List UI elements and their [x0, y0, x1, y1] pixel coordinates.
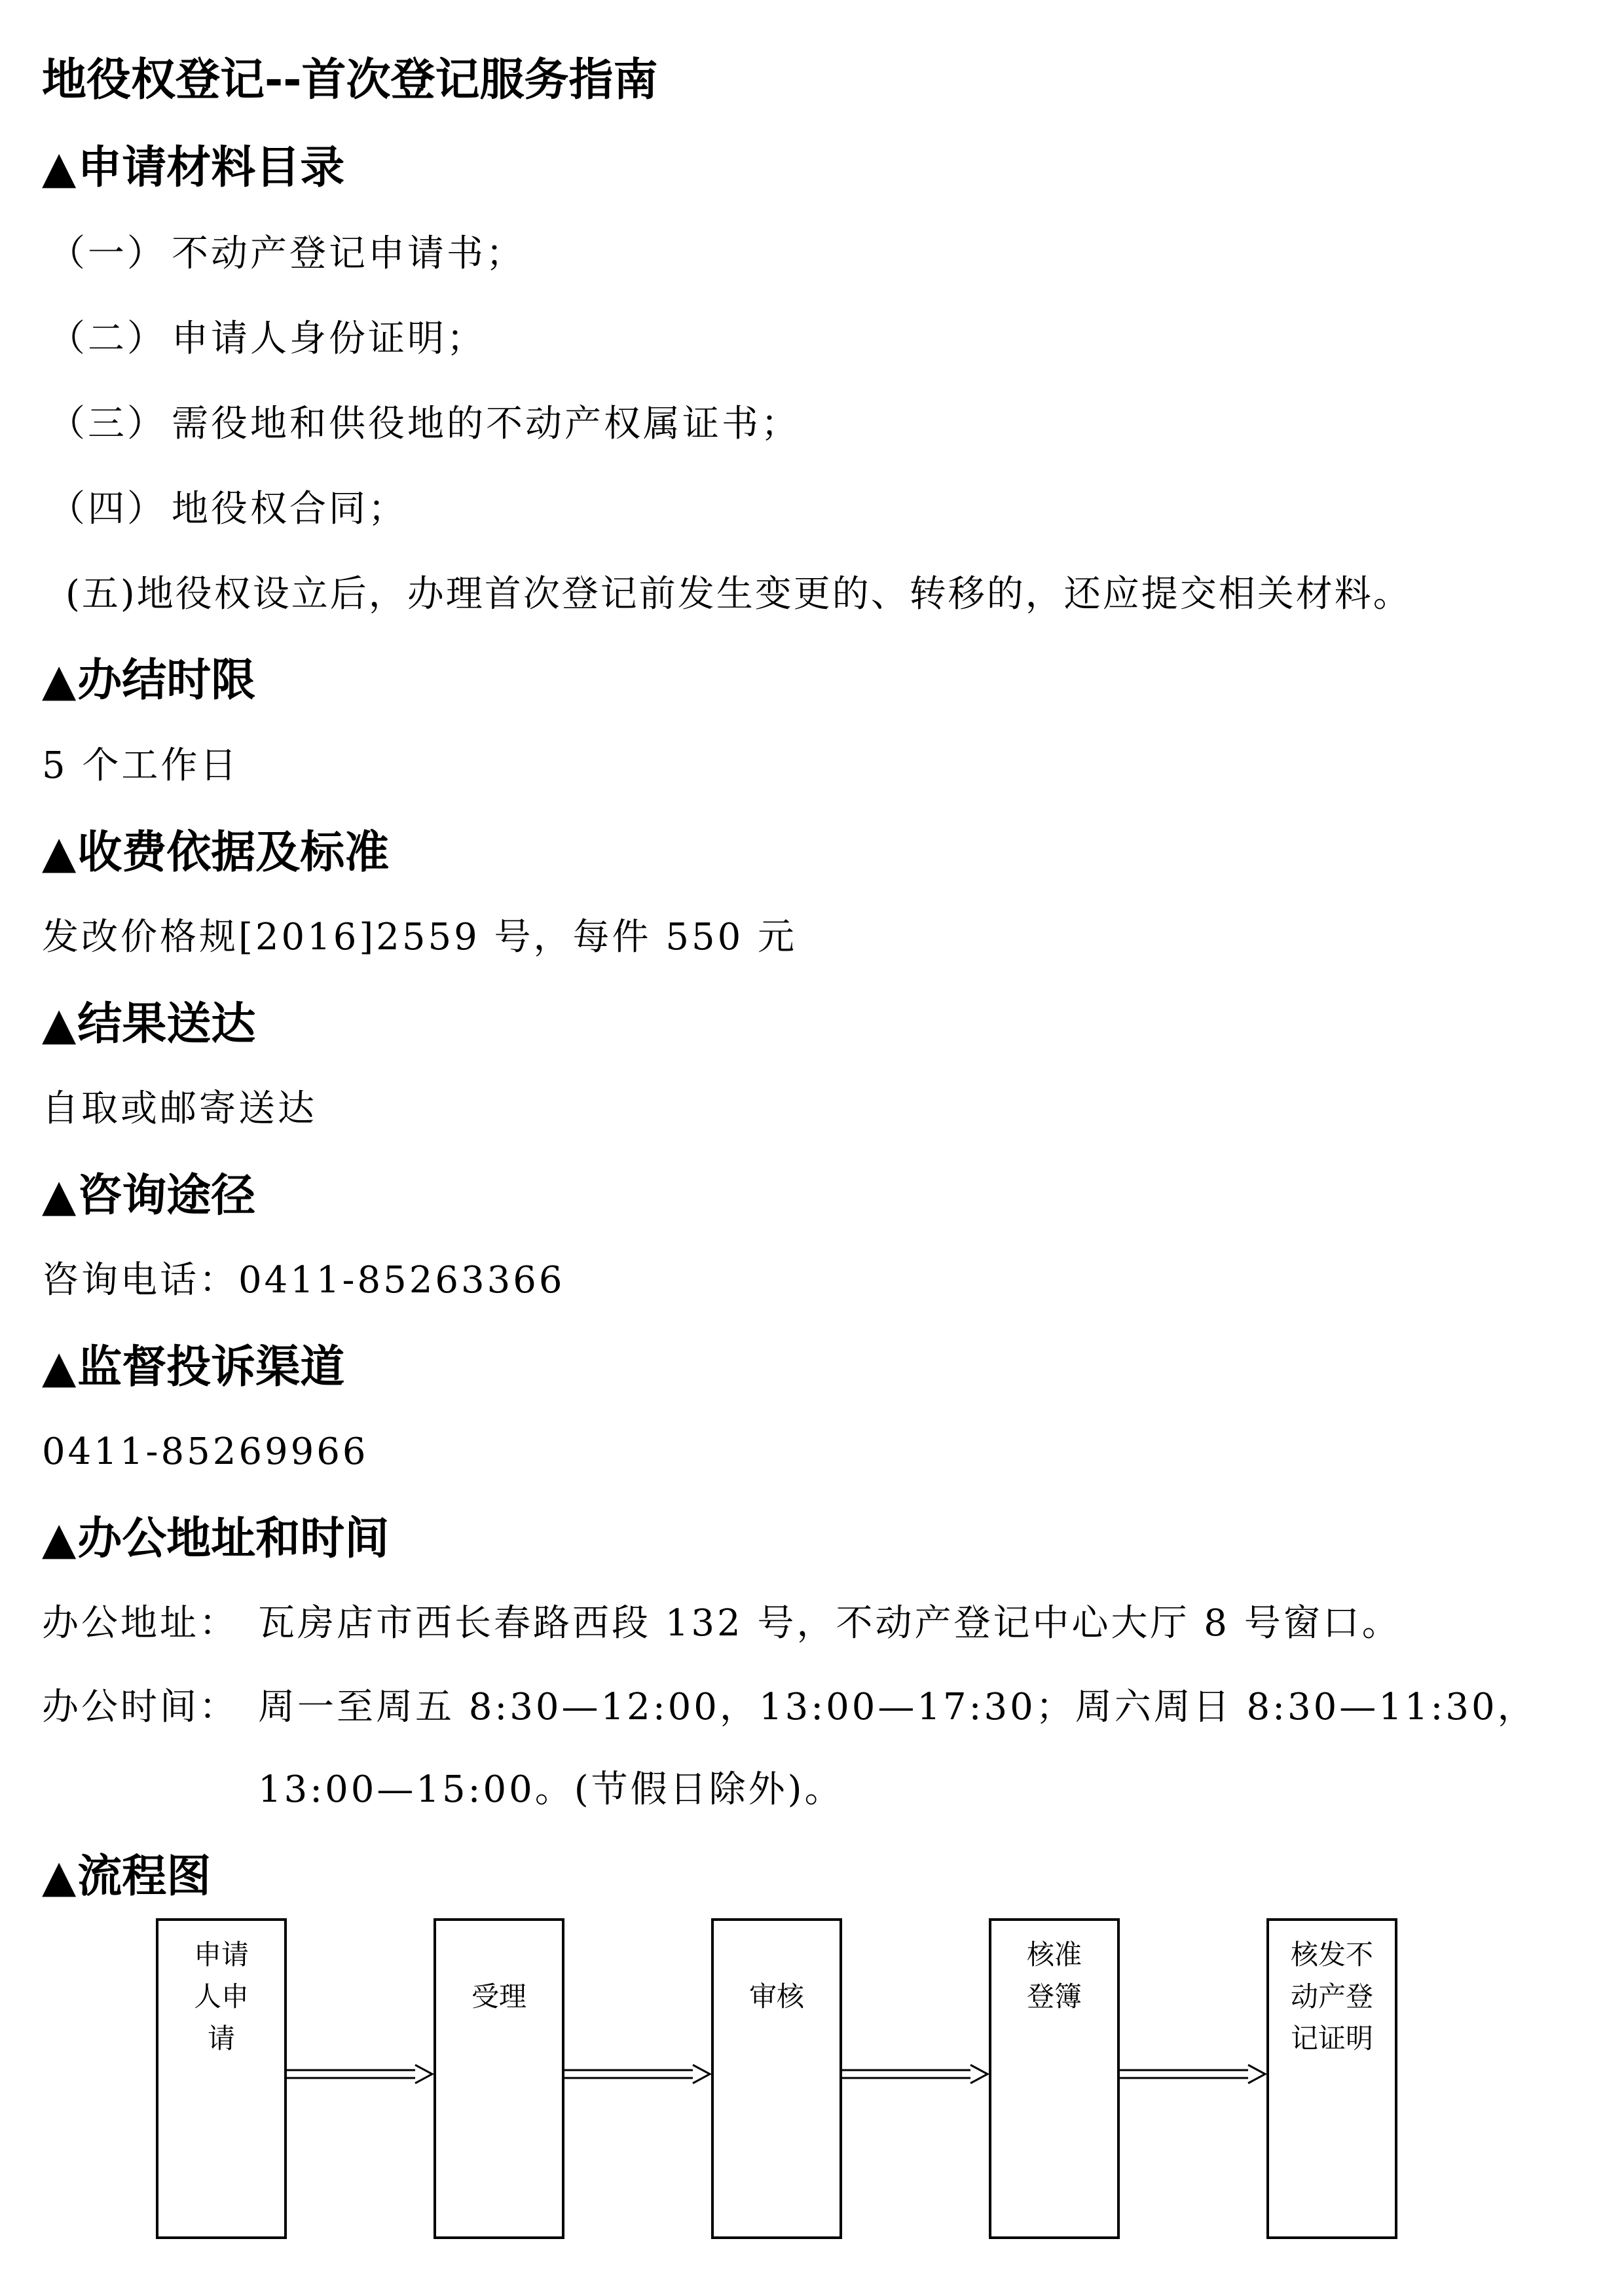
- item-text: 申请人身份证明；: [172, 318, 486, 360]
- delivery-text: 自取或邮寄送达: [42, 1087, 317, 1130]
- fees-text: 发改价格规[2016]2559 号，每件 550 元: [42, 916, 798, 958]
- office-hours-row: [42, 1681, 1537, 1734]
- item-number: （三）: [48, 403, 166, 445]
- section-heading-flow: [42, 1848, 211, 1906]
- triangle-bullet-icon: ▲: [42, 1170, 77, 1222]
- item-text: 地役权设立后，办理首次登记前发生变更的、转移的，还应提交相关材料。: [136, 573, 1412, 615]
- material-item-1: [48, 228, 525, 280]
- material-item-3: [48, 398, 800, 450]
- consult-phone-text: 咨询电话：0411-85263366: [42, 1259, 565, 1302]
- office-hours-value-line1: 周一至周五 8:30—12:00，13:00—17:30；周六周日 8:30—11:30，: [258, 1686, 1537, 1728]
- section-heading-materials: [42, 139, 344, 198]
- flow-arrow-4: [1120, 2061, 1266, 2087]
- flow-arrow-1: [287, 2061, 434, 2087]
- heading-text: 办公地址和时间: [77, 1513, 390, 1565]
- flow-step-issue-certificate: [1266, 1918, 1397, 2239]
- flow-arrow-2: [564, 2061, 711, 2087]
- triangle-bullet-icon: ▲: [42, 1341, 77, 1393]
- flow-step-review: [711, 1918, 842, 2239]
- flow-step-label: 审核: [748, 1980, 804, 2013]
- item-text: 地役权合同；: [172, 488, 407, 530]
- flow-step-label: 受理: [471, 1980, 526, 2013]
- item-number: (五): [65, 573, 137, 615]
- material-item-5: [65, 568, 1412, 621]
- flow-step-label: 申请人申请: [193, 1939, 249, 2054]
- section-heading-time-limit: [42, 651, 255, 710]
- triangle-bullet-icon: ▲: [42, 142, 77, 194]
- section-heading-office: [42, 1510, 389, 1569]
- material-item-2: [48, 313, 486, 365]
- item-number: （四）: [48, 488, 166, 530]
- flow-step-label: 核发不动产登记证明: [1290, 1939, 1373, 2054]
- section-heading-complaint: [42, 1338, 344, 1397]
- flow-arrow-3: [842, 2061, 989, 2087]
- heading-text: 咨询途径: [77, 1170, 256, 1222]
- flow-step-accept: [434, 1918, 564, 2239]
- time-limit-text: 5 个工作日: [42, 744, 240, 787]
- heading-text: 申请材料目录: [77, 142, 345, 194]
- section-heading-consult: [42, 1167, 255, 1226]
- office-hours-value-line2: 13:00—15:00。(节假日除外)。: [258, 1768, 844, 1811]
- office-address-row: [42, 1597, 1401, 1650]
- flow-step-label: 核准登簿: [1026, 1939, 1082, 2013]
- flow-step-apply: [156, 1918, 287, 2239]
- office-address-value: 瓦房店市西长春路西段 132 号，不动产登记中心大厅 8 号窗口。: [258, 1602, 1401, 1645]
- triangle-bullet-icon: ▲: [42, 827, 77, 879]
- heading-text: 收费依据及标准: [77, 827, 390, 879]
- complaint-phone-text: 0411-85269966: [42, 1430, 369, 1473]
- office-hours-label: 办公时间：: [42, 1686, 238, 1728]
- flow-step-approve-register: [989, 1918, 1120, 2239]
- flowchart: [0, 1918, 1624, 2259]
- heading-text: 流程图: [77, 1851, 212, 1903]
- triangle-bullet-icon: ▲: [42, 1851, 77, 1903]
- item-text: 需役地和供役地的不动产权属证书；: [172, 403, 800, 445]
- section-heading-fees: [42, 824, 389, 883]
- triangle-bullet-icon: ▲: [42, 998, 77, 1050]
- material-item-4: [48, 483, 407, 536]
- triangle-bullet-icon: ▲: [42, 1513, 77, 1565]
- triangle-bullet-icon: ▲: [42, 655, 77, 706]
- item-text: 不动产登记申请书；: [172, 232, 525, 275]
- heading-text: 结果送达: [77, 998, 256, 1050]
- heading-text: 办结时限: [77, 655, 256, 706]
- heading-text: 监督投诉渠道: [77, 1341, 345, 1393]
- item-number: （二）: [48, 318, 166, 360]
- section-heading-delivery: [42, 995, 255, 1054]
- office-address-label: 办公地址：: [42, 1602, 238, 1645]
- page-title: 地役权登记--首次登记服务指南: [42, 54, 658, 106]
- item-number: （一）: [48, 232, 166, 275]
